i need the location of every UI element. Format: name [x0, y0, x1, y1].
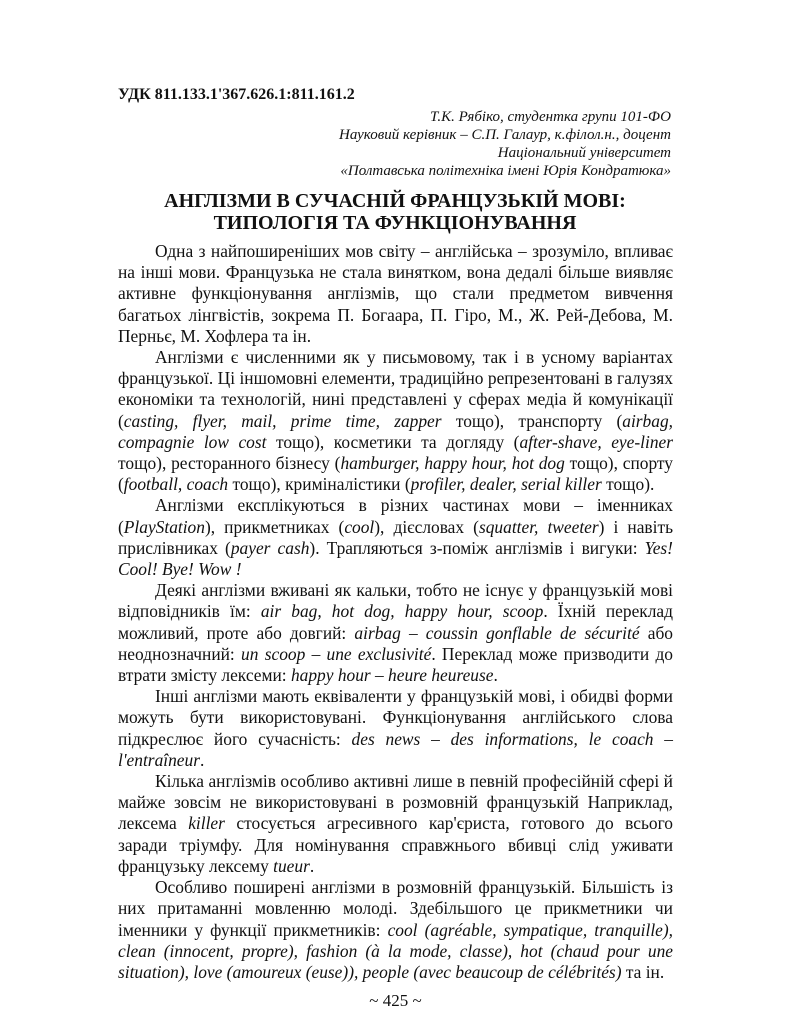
italic-example: un scoop – une exclusivité — [241, 643, 432, 664]
italic-example: PlayStation — [123, 516, 205, 537]
text-segment: тощо), транспорту ( — [441, 410, 623, 431]
university-name-line: «Полтавська політехніка імені Юрія Кондратюка» — [340, 163, 671, 179]
italic-example: airbag – coussin gonflable de sécurité — [354, 622, 640, 643]
text-segment: стосується агресивного кар'єриста, готового до всього заради тріумфу. Для номінування справжнього вбивці слід уживати французьку лексему — [118, 813, 674, 876]
text-segment: та ін. — [621, 961, 665, 982]
paragraph — [118, 347, 673, 495]
text-segment: тощо), косметики та догляду ( — [266, 431, 520, 452]
paragraph — [118, 686, 673, 771]
text-segment: . — [493, 665, 498, 686]
italic-example: happy hour – heure heureuse — [290, 665, 494, 686]
text-segment: . — [309, 855, 315, 876]
udk-code: УДК 811.133.1'367.626.1:811.161.2 — [118, 86, 355, 103]
text-segment: ), прикметниках ( — [204, 516, 345, 537]
text-segment: Одна з найпоширеніших мов світу – англійська – зрозуміло, впливає на інші мови. Французька не стала винятком, вона дедалі більше виявляє активне функціонування англізмів, що стали предметом вивчення багатьох лінгвістів, зокрема П. Богаара, П. Гіро, М., Ж. Рей-Дебова, М. Перньє, М. Хофлера та ін. — [118, 241, 673, 346]
italic-example: payer cash — [230, 537, 310, 558]
text-segment: Особливо поширені англізми в розмовній французькій. Більшість із них притаманні мовленню молоді. Здебільшого це прикметники чи іменники у функції прикметників: — [118, 877, 673, 940]
author-block — [339, 108, 671, 180]
paragraph — [118, 877, 673, 983]
italic-example: profiler, dealer, serial killer — [410, 474, 602, 495]
paragraph — [118, 495, 673, 580]
text-segment: тощо). — [601, 474, 655, 495]
text-segment: тощо), ресторанного бізнесу ( — [118, 453, 341, 474]
page-number: ~ 425 ~ — [369, 991, 422, 1011]
paragraph — [118, 580, 673, 686]
article-body — [118, 241, 673, 983]
text-segment: . Переклад може призводити до втрати змісту лексеми: — [118, 643, 673, 686]
text-segment: . Їхній переклад можливий, проте або довгий: — [118, 601, 673, 643]
text-segment: ). Трапляються з-поміж англізмів і вигуки: — [309, 537, 645, 558]
text-segment: або неоднозначний: — [118, 622, 673, 664]
university-line: Національний університет — [497, 145, 671, 161]
italic-example: squatter, tweeter — [478, 516, 599, 537]
text-segment: тощо), криміналістики ( — [228, 474, 411, 495]
title-line: ТИПОЛОГІЯ ТА ФУНКЦІОНУВАННЯ — [213, 212, 577, 234]
italic-example: cool — [344, 516, 375, 537]
supervisor-line: Науковий керівник – С.П. Галаур, к.філол.н., доцент — [339, 127, 671, 143]
italic-example: air bag, hot dog, happy hour, scoop — [260, 601, 544, 622]
italic-example: killer — [188, 813, 225, 834]
italic-example: after-shave, eye-liner — [519, 431, 674, 452]
italic-example: tueur — [273, 855, 310, 876]
text-segment: ) і навіть прислівниках ( — [118, 516, 674, 558]
text-segment: Кілька англізмів особливо активні лише в певній професійній сфері й майже зовсім не використовувані в розмовній французькій Наприклад, лексема — [118, 771, 673, 834]
article-title — [118, 190, 672, 234]
italic-example: cool (agréable, sympatique, tranquille), clean (innocent, propre), fashion (à la mode, classe), hot (chaud pour une situation), love (amoureux (euse)), people (avec beaucoup de célébrités) — [118, 919, 674, 982]
paragraph — [118, 771, 673, 877]
text-segment: Деякі англізми вживані як кальки, тобто не існує у французькій мові відповідників їм: — [118, 580, 673, 622]
italic-example: airbag, compagnie low cost — [118, 410, 673, 452]
text-segment: тощо), спорту ( — [118, 453, 673, 495]
text-segment: Англізми є численними як у письмовому, так і в усному варіантах французької. Ці іншомовні елементи, традиційно репрезентовані в галузях економіки та технологій, нині представлені у сферах медіа й комунікації ( — [118, 347, 673, 431]
italic-example: Yes! Cool! Bye! Wow ! — [118, 537, 673, 580]
italic-example: casting, flyer, mail, prime time, zapper — [123, 410, 442, 431]
italic-example: football, coach — [123, 474, 229, 495]
text-segment: ), дієсловах ( — [374, 516, 479, 537]
title-line: АНГЛІЗМИ В СУЧАСНІЙ ФРАНЦУЗЬКІЙ МОВІ: — [164, 190, 626, 212]
text-segment: Інші англізми мають еквіваленти у французькій мові, і обидві форми можуть бути використовувані. Функціонування англійського слова підкреслює його сучасність: — [118, 686, 673, 749]
content-flow — [118, 241, 673, 1031]
author-line: Т.К. Рябіко, студентка групи 101-ФО — [430, 109, 671, 125]
text-segment: Англізми експлікуються в різних частинах мови – іменниках ( — [118, 495, 673, 537]
paragraph — [118, 241, 673, 347]
italic-example: hamburger, happy hour, hot dog — [340, 453, 565, 474]
italic-example: des news – des informations, le coach – l'entraîneur — [118, 728, 673, 770]
text-segment: . — [199, 749, 205, 770]
